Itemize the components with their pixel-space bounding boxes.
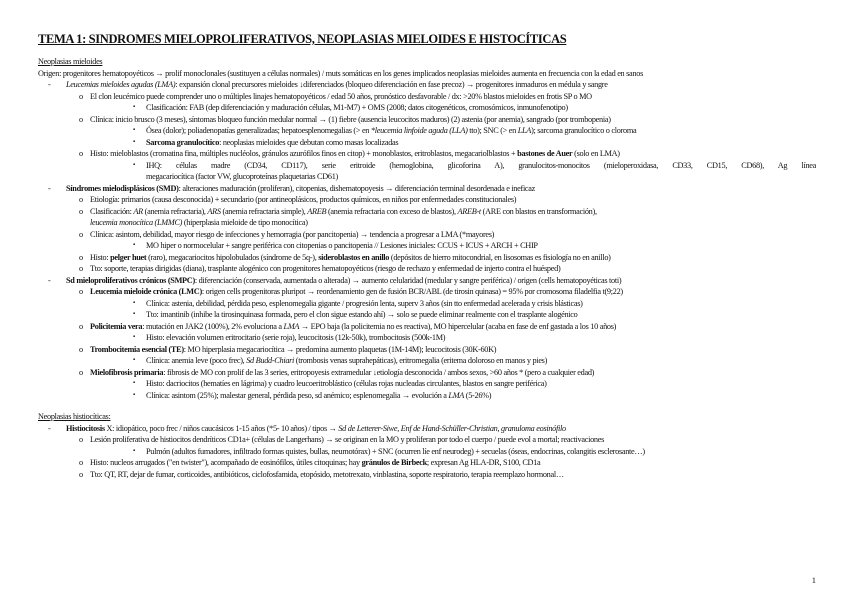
section-heading-histiociticas: Neoplasias histiocíticas: [38,412,111,421]
section-gap [38,401,816,411]
smpc-subitem: o Mielofibrosis primaria: fibrosis de MO con prolif de las 3 series, eritropoyesis extramedular ↓etiología desconocida / ambos sexos, >60 años * (pero a cualquier edad) [79,367,595,377]
histiocitosis-subitem: o Tto: QT, RT, dejar de fumar, corticoides, antibióticos, ciclofosfamida, etopósido, metotrexato, vinblastina, soporte respiratorio, terapia reemplazo hormonal… [79,469,564,479]
section-heading-mieloides: Neoplasias mieloides [38,57,103,66]
smd-subsubitem: ▪ MO hiper o normocelular + sangre periférica con citopenias o pancitopenia // Lesiones iniciales: CCUS + ICUS + ARCH + CHIP [133,241,538,250]
lma-name: Leucemias mieloides agudas (LMA) [66,80,176,89]
smpc-subsubitem: ▪ Clínica: asintom (25%); malestar general, pérdida peso, sd anémico; esplenomegalia → evolución a LMA (5-26%) [133,390,492,400]
smpc-subitem: o Policitemia vera: mutación en JAK2 (100%), 2% evoluciona a LMA → EPO baja (la policitemia no es reactiva), MO hipercelular (acaba en fase de enf gastada a los 10 años) [79,321,617,331]
histiocitosis-subitem: o Histo: nucleos arrugados ("en twister"), acompañado de eosinófilos, útiles citoquinas; hay gránulos de Birbeck; expresan Ag HLA-DR, S100, CD1a [79,458,541,467]
smpc-item: - Sd mieloproliferativos crónicos (SMPC): diferenciación (conservada, aumentada o alterada) → aumento celularidad (medular y sangre periférica) / origen (cells hematopoyéticas toti) [48,275,622,285]
smpc-subsubitem: ▪ Clínica: astenia, debilidad, pérdida peso, esplenomegalia gigante / progresión lenta, superv 3 años (sin tto enfermedad acelerada y crisis blásticas) [133,298,583,308]
histiocitosis-item: - Histiocitosis X: idiopático, poco frec / niños caucásicos 1-15 años (*5- 10 años) / tipos → Sd de Letterer-Siwe, Enf de Hand-Schüller-Christian, granuloma eosinófilo [48,423,566,433]
smpc-name: Sd mieloproliferativos crónicos (SMPC) [66,275,195,285]
line-continuation: leucemia monocítica (LMMC) (hiperplasia mieloide de tipo monocítica) [90,218,308,227]
histiocitosis-subitem: o Lesión proliferativa de histiocitos dendríticos CD1a+ (células de Langerhans) → se originan en la MO y proliferan por todo el cuerpo / puede evol a mortal; reactivaciones [79,435,605,444]
lma-subsubitem: ▪ Clasificación: FAB (dep diferenciación y maduración células, M1-M7) + OMS (2008; datos citogenéticos, cromosómicos, inmunofenotipo) [133,103,568,112]
smpc-subsubitem: ▪ Histo: dacriocitos (hematíes en lágrima) y cuadro leucoeritroblástico (células rojas nucleadas circulantes, blastos en sangre periférica) [133,379,547,388]
lma-subitem: o El clon leucémico puede comprender uno o múltiples linajes hematopoyéticos / edad 50 años, pronóstico desfavorable / dx: >20% blastos mieloides en frotis SP o MO [79,91,592,101]
smd-subitem: o Histo: pelger huet (raro), megacariocitos hipolobulados (síndrome de 5q-), sideroblastos en anillo (depósitos de hierro mitocondrial, en lisosomas es fisiología no en anillo) [79,252,611,262]
document-page [38,32,816,480]
smd-item: - Síndromes mielodisplásicos (SMD): alteraciones maduración (proliferan), citopenias, dishematopoyesis → diferenciación terminal desordenada e ineficaz [48,183,536,193]
lma-subsubitem: ▪ IHQ: células madre (CD34, CD117), serie eritroide (hemoglobina, glicoforina A), granulocitos-monocitos (mieloperoxidasa, CD33, CD15, CD68), Ag línea [133,160,816,170]
histiocitosis-name: Histiocitosis [66,423,105,433]
document-title: TEMA 1: SINDROMES MIELOPROLIFERATIVOS, NEOPLASIAS MIELOIDES E HISTOCÍTICAS [38,32,567,46]
line-continuation: megacariocítica (factor VW, glucoproteínas plaquetarias CD61) [146,172,338,181]
smpc-subitem: o Leucemia mieloide crónica (LMC): origen cells progenitoras pluripot → reordenamiento gen de fusión BCR/ABL (de tirosin quinasa) = 95% por cromosoma filadelfia t(9;22) [79,287,623,296]
smd-subitem: o Clínica: asintom, debilidad, mayor riesgo de infecciones y hemorragia (por pancitopenia) → tendencia a progresar a LMA (*mayores) [79,229,495,239]
smd-name: Síndromes mielodisplásicos (SMD) [66,183,179,193]
lma-subsubitem: ▪ Sarcoma granulocítico: neoplasias mieloides que debutan como masas localizadas [133,137,399,147]
origin-line: Origen: progenitores hematopoyéticos → prolif monoclonales (sustituyen a células normales) / muts somáticas en los genes implicados neoplasias mieloides aumenta en frecuencia con la edad en sanos [38,68,643,78]
lma-subsubitem: ▪ Ósea (dolor); poliadenopatías generalizadas; hepatoesplenomegalias (> en *leucemia linfoide aguda (LLA) tto); SNC (> en LLA); sarcoma granulocítico o cloroma [133,126,637,135]
page-number: 1 [811,575,816,585]
lma-subitem: o Clínica: inicio brusco (3 meses), síntomas bloqueo función medular normal → (1) fiebre (ausencia leucocitos maduros) (2) astenia (por anemia), sangrado (por trombopenia) [79,114,611,124]
smd-subitem: o Etiología: primarios (causa desconocida) + secundario (por antineoplásicos, productos químicos, en niños por enfermedades constitucionales) [79,195,517,204]
smpc-subsubitem: ▪ Histo: elevación volumen eritrocitario (serie roja), leucocitosis (12k-50k), trombocitosis (500k-1M) [133,333,446,342]
lma-item: - Leucemias mieloides agudas (LMA): expansión clonal precursores mieloides ↓diferenciados (bloqueo diferenciación en fase precoz) → progenitores inmaduros en médula y sangre [48,80,608,89]
smd-subitem: o Clasificación: AR (anemia refractaria), ARS (anemia refractaria simple), AREB (anemia refractaria con exceso de blastos), AREB-t (ARE con blastos en transformación), [79,206,597,216]
histiocitosis-subsubitem: ▪ Pulmón (adultos fumadores, infiltrado formas quistes, bullas, neumotórax) + SNC (ocurren líe enf neurodeg) + secuelas (óseas, endocrinas, colangitis esclerosante…) [133,446,645,456]
lma-subitem: o Histo: mieloblastos (cromatina fina, múltiples nucléolos, gránulos azurófilos finos en citop) + monoblastos, eritroblastos, megacariolblastos + bastones de Auer (solo en LMA) [79,149,620,158]
smpc-subitem: o Trombocitemia esencial (TE): MO hiperplasia megacariocítica → predomina aumento plaquetas (1M-14M); leucocitosis (30K-60K) [79,344,497,354]
smd-subitem: o Tto: soporte, terapias dirigidas (diana), trasplante alogénico con progenitores hematopoyéticos (riesgo de rechazo y enfermedad de injerto contra el huésped) [79,264,561,273]
smpc-subsubitem: ▪ Tto: imantinib (inhibe la tirosinquinasa formada, pero el clon sigue estando ahí) → solo se puede eliminar realmente con el trasplante alogénico [133,310,578,319]
smpc-subsubitem: ▪ Clínica: anemia leve (poco frec), Sd Budd-Chiari (trombosis venas suprahepáticas), eritromegalia (eritema doloroso en manos y pies) [133,356,548,365]
dash-bullet: - [48,80,51,89]
